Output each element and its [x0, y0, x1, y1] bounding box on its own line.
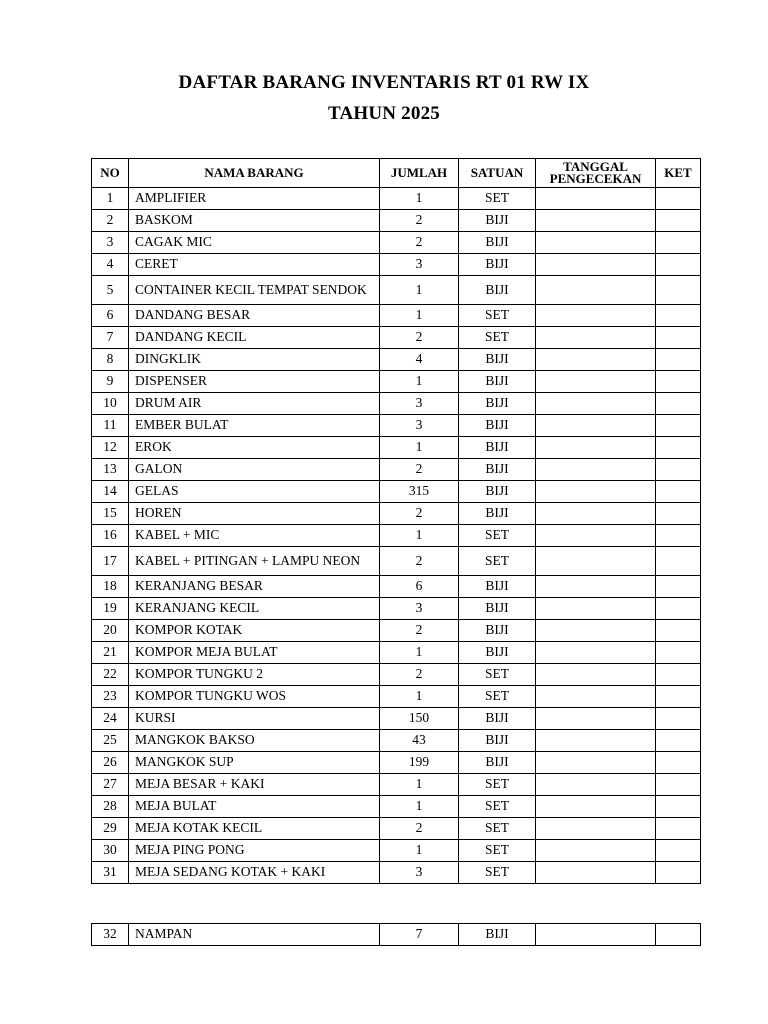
cell-no: 24	[92, 708, 129, 730]
table-row	[92, 752, 701, 774]
cell-no: 1	[92, 188, 129, 210]
cell-note	[656, 708, 701, 730]
cell-unit: BIJI	[459, 276, 536, 305]
cell-date	[536, 459, 656, 481]
cell-name: CONTAINER KECIL TEMPAT SENDOK	[129, 276, 380, 305]
cell-unit: SET	[459, 305, 536, 327]
cell-name: MEJA SEDANG KOTAK + KAKI	[129, 862, 380, 884]
cell-qty: 1	[380, 840, 459, 862]
cell-unit: BIJI	[459, 459, 536, 481]
cell-unit: BIJI	[459, 730, 536, 752]
cell-name: HOREN	[129, 503, 380, 525]
cell-qty: 3	[380, 415, 459, 437]
table-row	[92, 818, 701, 840]
cell-qty: 315	[380, 481, 459, 503]
cell-unit: BIJI	[459, 254, 536, 276]
cell-no: 15	[92, 503, 129, 525]
table-row	[92, 730, 701, 752]
table-body-continued	[92, 924, 701, 946]
cell-note	[656, 818, 701, 840]
cell-qty: 2	[380, 503, 459, 525]
cell-note	[656, 254, 701, 276]
cell-qty: 1	[380, 686, 459, 708]
cell-date	[536, 686, 656, 708]
cell-no: 28	[92, 796, 129, 818]
cell-no: 7	[92, 327, 129, 349]
table-row	[92, 371, 701, 393]
cell-date	[536, 642, 656, 664]
cell-no: 9	[92, 371, 129, 393]
cell-note	[656, 686, 701, 708]
cell-no: 32	[92, 924, 129, 946]
table-row	[92, 393, 701, 415]
table-row	[92, 437, 701, 459]
cell-date	[536, 276, 656, 305]
cell-unit: BIJI	[459, 371, 536, 393]
cell-note	[656, 730, 701, 752]
cell-no: 5	[92, 276, 129, 305]
header-unit: SATUAN	[459, 159, 536, 188]
cell-qty: 199	[380, 752, 459, 774]
table-row	[92, 232, 701, 254]
cell-date	[536, 576, 656, 598]
cell-qty: 43	[380, 730, 459, 752]
header-name: NAMA BARANG	[129, 159, 380, 188]
cell-qty: 2	[380, 327, 459, 349]
cell-name: CAGAK MIC	[129, 232, 380, 254]
table-row	[92, 327, 701, 349]
cell-no: 31	[92, 862, 129, 884]
cell-name: KOMPOR TUNGKU 2	[129, 664, 380, 686]
cell-name: MANGKOK BAKSO	[129, 730, 380, 752]
cell-note	[656, 276, 701, 305]
cell-name: DANDANG KECIL	[129, 327, 380, 349]
cell-name: MEJA BESAR + KAKI	[129, 774, 380, 796]
cell-unit: SET	[459, 547, 536, 576]
table-row	[92, 796, 701, 818]
cell-name: KOMPOR KOTAK	[129, 620, 380, 642]
cell-name: KABEL + MIC	[129, 525, 380, 547]
cell-unit: BIJI	[459, 232, 536, 254]
cell-qty: 1	[380, 774, 459, 796]
cell-no: 29	[92, 818, 129, 840]
cell-qty: 2	[380, 547, 459, 576]
inventory-table	[91, 158, 701, 884]
cell-note	[656, 481, 701, 503]
cell-date	[536, 415, 656, 437]
cell-date	[536, 730, 656, 752]
cell-name: EROK	[129, 437, 380, 459]
cell-no: 11	[92, 415, 129, 437]
cell-date	[536, 254, 656, 276]
cell-qty: 150	[380, 708, 459, 730]
header-date: TANGGAL PENGECEKAN	[536, 159, 656, 188]
cell-note	[656, 210, 701, 232]
cell-qty: 6	[380, 576, 459, 598]
cell-date	[536, 924, 656, 946]
cell-note	[656, 598, 701, 620]
table-row	[92, 459, 701, 481]
table-header-row	[92, 159, 701, 188]
table-row	[92, 664, 701, 686]
cell-no: 13	[92, 459, 129, 481]
cell-unit: SET	[459, 327, 536, 349]
cell-note	[656, 642, 701, 664]
cell-name: GELAS	[129, 481, 380, 503]
cell-no: 20	[92, 620, 129, 642]
cell-unit: BIJI	[459, 349, 536, 371]
cell-date	[536, 796, 656, 818]
cell-unit: SET	[459, 664, 536, 686]
cell-name: DANDANG BESAR	[129, 305, 380, 327]
cell-unit: BIJI	[459, 210, 536, 232]
document-subtitle: TAHUN 2025	[328, 103, 440, 124]
cell-no: 19	[92, 598, 129, 620]
cell-note	[656, 547, 701, 576]
cell-date	[536, 620, 656, 642]
cell-unit: SET	[459, 774, 536, 796]
table-row	[92, 305, 701, 327]
cell-note	[656, 327, 701, 349]
cell-unit: SET	[459, 525, 536, 547]
cell-unit: SET	[459, 686, 536, 708]
cell-date	[536, 188, 656, 210]
table-row	[92, 525, 701, 547]
cell-unit: BIJI	[459, 752, 536, 774]
cell-name: MEJA KOTAK KECIL	[129, 818, 380, 840]
cell-date	[536, 818, 656, 840]
cell-date	[536, 525, 656, 547]
cell-name: NAMPAN	[129, 924, 380, 946]
cell-no: 21	[92, 642, 129, 664]
cell-unit: BIJI	[459, 598, 536, 620]
cell-name: DISPENSER	[129, 371, 380, 393]
cell-unit: BIJI	[459, 620, 536, 642]
cell-date	[536, 210, 656, 232]
cell-qty: 2	[380, 210, 459, 232]
table-row	[92, 254, 701, 276]
cell-name: EMBER BULAT	[129, 415, 380, 437]
cell-unit: SET	[459, 796, 536, 818]
cell-qty: 2	[380, 664, 459, 686]
cell-no: 12	[92, 437, 129, 459]
cell-date	[536, 774, 656, 796]
cell-name: DINGKLIK	[129, 349, 380, 371]
cell-no: 25	[92, 730, 129, 752]
cell-no: 17	[92, 547, 129, 576]
cell-note	[656, 664, 701, 686]
cell-note	[656, 305, 701, 327]
table-row	[92, 349, 701, 371]
cell-qty: 3	[380, 393, 459, 415]
cell-name: KERANJANG KECIL	[129, 598, 380, 620]
cell-qty: 1	[380, 371, 459, 393]
table-row	[92, 924, 701, 946]
cell-name: KURSI	[129, 708, 380, 730]
cell-no: 2	[92, 210, 129, 232]
table-row	[92, 210, 701, 232]
cell-qty: 1	[380, 276, 459, 305]
cell-note	[656, 525, 701, 547]
cell-date	[536, 547, 656, 576]
cell-note	[656, 840, 701, 862]
cell-qty: 1	[380, 305, 459, 327]
cell-name: KOMPOR TUNGKU WOS	[129, 686, 380, 708]
cell-unit: SET	[459, 862, 536, 884]
table-row	[92, 547, 701, 576]
header-no: NO	[92, 159, 129, 188]
cell-date	[536, 305, 656, 327]
cell-name: KERANJANG BESAR	[129, 576, 380, 598]
table-row	[92, 576, 701, 598]
cell-date	[536, 481, 656, 503]
cell-unit: BIJI	[459, 576, 536, 598]
table-body	[92, 188, 701, 884]
table-row	[92, 188, 701, 210]
cell-no: 4	[92, 254, 129, 276]
cell-qty: 2	[380, 818, 459, 840]
cell-unit: SET	[459, 818, 536, 840]
cell-qty: 1	[380, 188, 459, 210]
cell-note	[656, 503, 701, 525]
cell-date	[536, 393, 656, 415]
table-row	[92, 708, 701, 730]
cell-name: CERET	[129, 254, 380, 276]
table-row	[92, 774, 701, 796]
cell-note	[656, 232, 701, 254]
cell-date	[536, 349, 656, 371]
table-row	[92, 276, 701, 305]
table-row	[92, 503, 701, 525]
cell-date	[536, 708, 656, 730]
cell-date	[536, 232, 656, 254]
cell-unit: BIJI	[459, 393, 536, 415]
cell-no: 26	[92, 752, 129, 774]
table-row	[92, 598, 701, 620]
cell-note	[656, 371, 701, 393]
cell-qty: 1	[380, 796, 459, 818]
cell-unit: BIJI	[459, 642, 536, 664]
inventory-table-continued	[91, 923, 701, 946]
cell-date	[536, 327, 656, 349]
document-title: DAFTAR BARANG INVENTARIS RT 01 RW IX	[178, 72, 590, 93]
cell-qty: 1	[380, 437, 459, 459]
cell-qty: 7	[380, 924, 459, 946]
cell-name: DRUM AIR	[129, 393, 380, 415]
cell-qty: 3	[380, 862, 459, 884]
cell-note	[656, 774, 701, 796]
cell-note	[656, 924, 701, 946]
cell-no: 30	[92, 840, 129, 862]
cell-note	[656, 437, 701, 459]
cell-name: BASKOM	[129, 210, 380, 232]
header-qty: JUMLAH	[380, 159, 459, 188]
cell-note	[656, 796, 701, 818]
table-row	[92, 840, 701, 862]
cell-qty: 2	[380, 620, 459, 642]
cell-name: AMPLIFIER	[129, 188, 380, 210]
cell-unit: BIJI	[459, 924, 536, 946]
cell-no: 23	[92, 686, 129, 708]
table-row	[92, 642, 701, 664]
cell-note	[656, 862, 701, 884]
cell-qty: 4	[380, 349, 459, 371]
cell-no: 6	[92, 305, 129, 327]
cell-qty: 3	[380, 598, 459, 620]
table-row	[92, 481, 701, 503]
cell-note	[656, 188, 701, 210]
cell-qty: 2	[380, 459, 459, 481]
cell-date	[536, 437, 656, 459]
cell-unit: SET	[459, 188, 536, 210]
cell-no: 27	[92, 774, 129, 796]
cell-date	[536, 598, 656, 620]
cell-date	[536, 503, 656, 525]
cell-note	[656, 752, 701, 774]
cell-note	[656, 459, 701, 481]
cell-note	[656, 576, 701, 598]
cell-no: 3	[92, 232, 129, 254]
cell-unit: BIJI	[459, 437, 536, 459]
cell-name: GALON	[129, 459, 380, 481]
cell-name: MEJA BULAT	[129, 796, 380, 818]
cell-qty: 2	[380, 232, 459, 254]
cell-date	[536, 862, 656, 884]
cell-qty: 3	[380, 254, 459, 276]
cell-unit: BIJI	[459, 503, 536, 525]
cell-unit: BIJI	[459, 415, 536, 437]
cell-no: 18	[92, 576, 129, 598]
cell-no: 22	[92, 664, 129, 686]
cell-unit: SET	[459, 840, 536, 862]
cell-no: 8	[92, 349, 129, 371]
table-row	[92, 686, 701, 708]
cell-note	[656, 620, 701, 642]
cell-name: KABEL + PITINGAN + LAMPU NEON	[129, 547, 380, 576]
cell-date	[536, 752, 656, 774]
cell-note	[656, 393, 701, 415]
cell-name: KOMPOR MEJA BULAT	[129, 642, 380, 664]
header-note: KET	[656, 159, 701, 188]
cell-no: 14	[92, 481, 129, 503]
cell-date	[536, 664, 656, 686]
cell-qty: 1	[380, 642, 459, 664]
cell-unit: BIJI	[459, 708, 536, 730]
table-row	[92, 415, 701, 437]
cell-note	[656, 349, 701, 371]
table-row	[92, 620, 701, 642]
cell-date	[536, 840, 656, 862]
table-row	[92, 862, 701, 884]
cell-no: 10	[92, 393, 129, 415]
cell-name: MANGKOK SUP	[129, 752, 380, 774]
cell-qty: 1	[380, 525, 459, 547]
cell-note	[656, 415, 701, 437]
cell-unit: BIJI	[459, 481, 536, 503]
cell-name: MEJA PING PONG	[129, 840, 380, 862]
cell-no: 16	[92, 525, 129, 547]
cell-date	[536, 371, 656, 393]
